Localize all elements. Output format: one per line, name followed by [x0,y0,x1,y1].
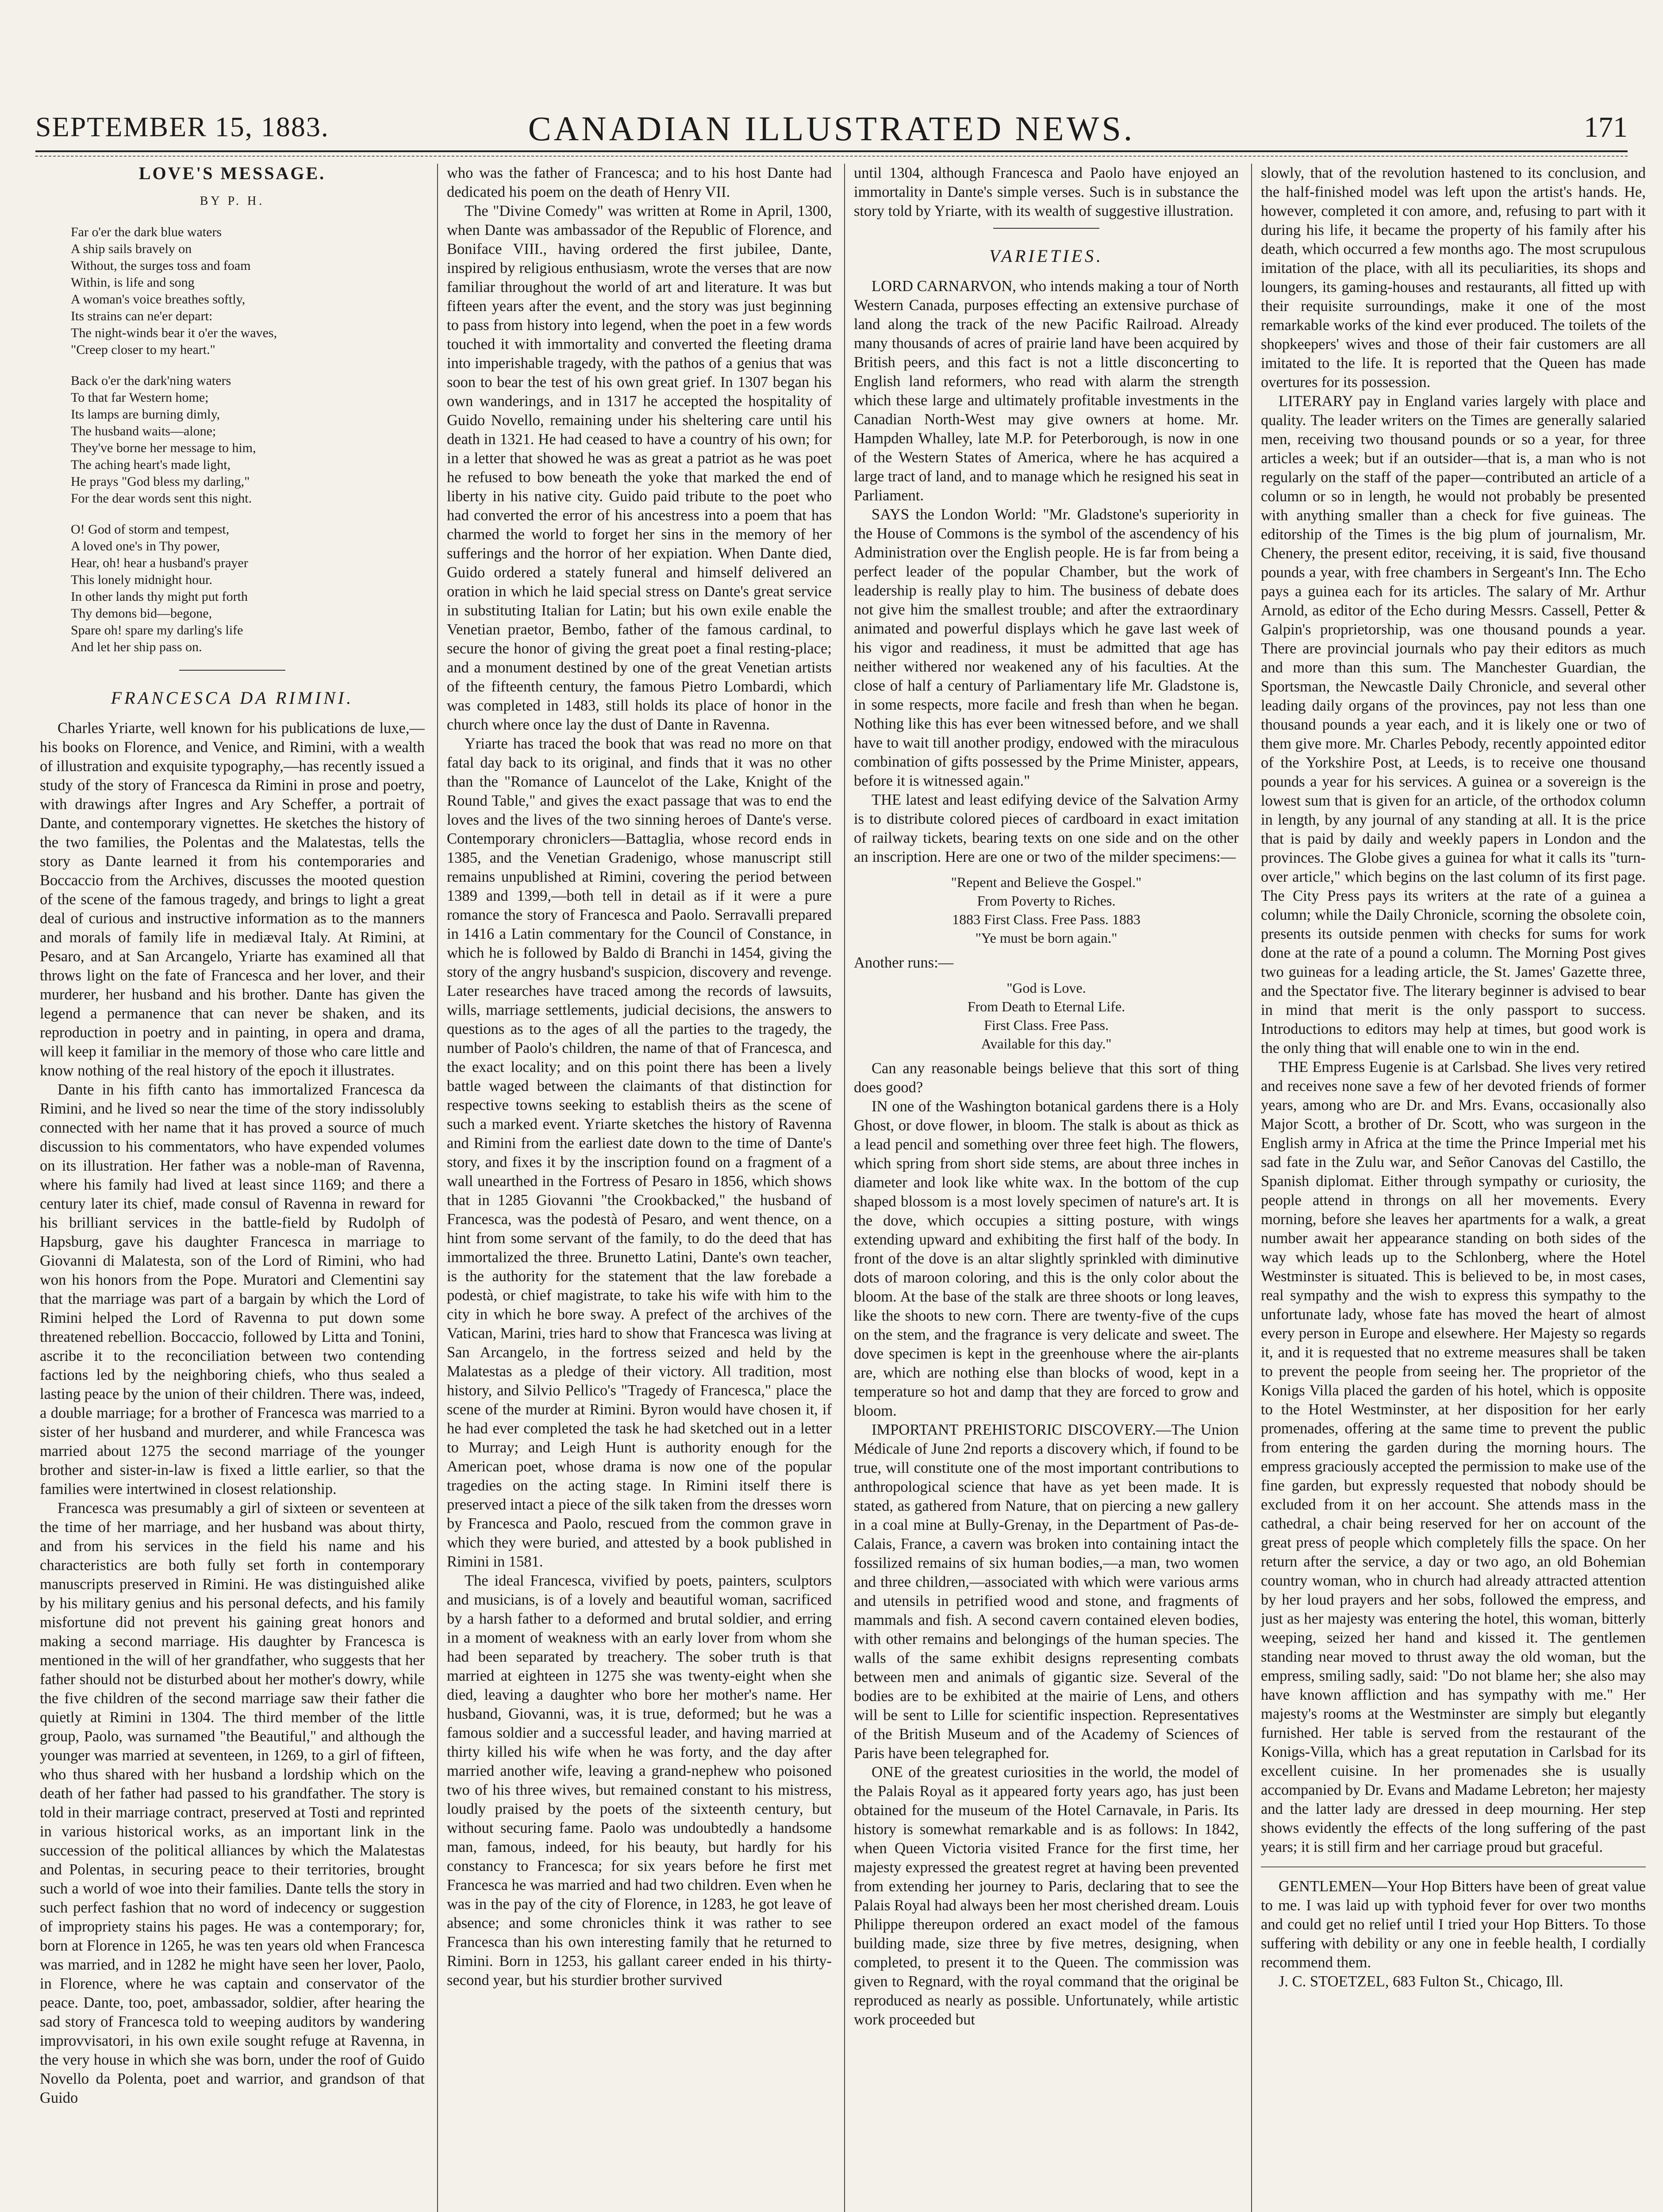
advertisement-text: GENTLEMEN—Your Hop Bitters have been of great value to me. I was laid up with typhoid fever for over two months and could get no relief until I tried your Hop Bitters. To those suffering with debility or any one in feeble health, I cordially recommend them. [1261,1878,1646,1971]
article-paragraph: Francesca was presumably a girl of sixteen or seventeen at the time of her marriage, and her husband was about thirty, and from his services in the field his name and his characteristics are both fully set forth in contemporary manuscripts preserved in Rimini. He was distinguished alike by his military genius and his personal defects, and his family misfortune did not prevent his gaining great honors and making a second marriage. His daughter by Francesca is mentioned in the will of her grandfather, who suggests that her father should not be disturbed about her mother's dowry, while the five children of the second marriage saw their father die quietly at Rimini in 1304. The third member of the little group, Paolo, was surnamed "the Beautiful," and although the younger was married at seventeen, in 1269, to a girl of fifteen, who thus shared with her husband a lordship which on the death of her father had passed to his grandfather. The story is told in their marriage contract, preserved at Tosti and reprinted in various historical works, as an important link in the succession of the political alliances by which the Malatestas and Polentas, in securing peace to their territories, brought such a world of woe into their families. Dante tells the story in such perfect fashion that no word of indecency or suggestion of impropriety stains his pages. He was a contemporary; for, born at Florence in 1265, he was ten years old when Francesca was married, and in 1282 he might have seen her lover, Paolo, in Florence, where he was captain and conservator of the peace. Dante, too, poet, ambassador, soldier, after hearing the sad story of Francesca told to weeping auditors by wandering improvvisatori, in his own exile sought refuge at Ravenna, in the very house in which she was born, under the roof of Guido Novello da Polenta, poet and warrior, and grandson of that Guido [40,1500,425,2106]
article-paragraph: The "Divine Comedy" was written at Rome in April, 1300, when Dante was ambassador of the Republic of Florence, and Boniface VIII., having ordered the first jubilee, Dante, inspired by religious enthusiasm, wrote the verses that are now familiar throughout the world of art and literature. It was but fifteen years after the event, and the story was just beginning to pass from history into legend, when the poet in a few words touched it with immortality and converted the fleeting drama into imperishable tragedy, with the pathos of a genius that was soon to bear the test of his own great grief. In 1307 began his own wanderings, and in 1317 he accepted the hospitality of Guido Novello, remaining under his sheltering care until his death in 1321. He had ceased to have a country of his own; for in a letter that showed he was as great a patriot as he was poet he refused to bow beneath the yoke that marked the end of liberty in his native city. Guido paid tribute to the poet who had converted the error of his ancestress into a poem that has charmed the world to forget her sins in the memory of her sufferings and the horror of her expiation. When Dante died, Guido ordered a stately funeral and himself delivered an oration in which he laid special stress on Dante's great service in substituting Italian for Latin; but his own exile enable the Venetian praetor, Bembo, father of the famous cardinal, to secure the honor of giving the great poet a final resting-place; and a monument destined by one of the great Venetian artists of the fifteenth century, the famous Pietro Lombardi, which was completed in 1483, still holds its place of honor in the church where once lay the dust of Dante in Ravenna. [447,203,832,733]
article-paragraph: Yriarte has traced the book that was read no more on that fatal day back to its original, and finds that it was no other than the "Romance of Launcelot of the Lake, Knight of the Round Table," and gives the exact passage that was to end the loves and the lives of the two sinning heroes of Dante's verse. Contemporary chroniclers—Battaglia, whose record ends in 1385, and the Venetian Gradenigo, whose manuscript still remains unpublished at Rimini, covering the period between 1389 and 1399,—both tell in detail as if it were a pure romance the story of Francesca and Paolo. Serravalli prepared in 1416 a Latin commentary for the Council of Constance, in which he is followed by Baldo di Branchi in 1454, giving the story of the angry husband's suspicion, discovery and revenge. Later researches have traced among the records of lawsuits, wills, marriage settlements, judicial decisions, the answers to questions as to the ages of all the parties to the tragedy, the number of Paolo's children, the name of that of Francesca, and the exact locality; and on this point there has been a lively battle waged between the claimants of that distinction for respective towns seeking to establish theirs as the scene of such a marked event. Yriarte sketches the history of Ravenna and Rimini from the earliest date down to the time of Dante's story, and fixes it by the inscription found on a fragment of a wall unearthed in the Fortress of Pesaro in 1856, which shows that in 1285 Giovanni "the Crookbacked," the husband of Francesca, was the podestà of Pesaro, and went thence, on a hint from some servant of the family, to do the deed that has immortalized the three. Brunetto Latini, Dante's own teacher, is the authority for the statement that the law forebade a podestà, or chief magistrate, to take his wife with him to the city in which he bore sway. A prefect of the archives of the Vatican, Marini, tries hard to show that Francesca was living at San Arcangelo, in the fortress seized and held by the Malatestas as a pledge of their victory. All tradition, most history, and Silvio Pellico's "Tragedy of Francesca," place the scene of the murder at Rimini. Byron would have chosen it, if he had ever completed the task he had sketched out in a letter to Murray; and Leigh Hunt is authority enough for the American poet, whose drama is now one of the popular tragedies on the acting stage. In Rimini itself there is preserved intact a piece of the silk taken from the dresses worn by Francesca and Paolo, rescued from the common grave in which they were buried, and attested by a book published in Rimini in 1581. [447,735,832,1570]
poem-byline: BY P. H. [200,194,265,208]
article-paragraph: Charles Yriarte, well known for his publications de luxe,—his books on Florence, and Venice, and Rimini, with a wealth of illustration and exquisite typography,—has recently issued a study of the story of Francesca da Rimini in prose and poetry, with drawings after Ingres and Ary Scheffer, a portrait of Dante, and contemporary vignettes. He sketches the history of the two families, the Polentas and the Malatestas, tells the story as Dante learned it from his contemporaries and Boccaccio from the Archives, discusses the mooted question of the scene of the famous tragedy, and brings to light a great deal of curious and instructive information as to the manners and morals of family life in mediæval Italy. At Rimini, at Pesaro, and at San Arcangelo, Yriarte has examined all that throws light on the fate of Francesca and her lover, and their murderer, her husband and his brother. Dante has given the legend a permanence that can never be shaken, and its reproduction in poetry and in painting, in opera and drama, will keep it familiar in the memory of those who care little and know nothing of the real history of the epoch it illustrates. [40,720,425,1079]
poem-title: LOVE'S MESSAGE. [138,164,326,183]
column-divider [437,164,438,2212]
page-number: 171 [1584,111,1628,143]
article-paragraph: SAYS the London World: "Mr. Gladstone's superiority in the House of Commons is the symbol of the ascendency of his Administration over the English people. He is far from being a perfect leader of the popular Chamber, but the work of leadership is really play to him. The business of debate does not give him the smallest trouble; and after the extraordinary animated and powerful displays which he gave last week of his vigor and readiness, it must be admitted that age has neither withered nor weakened any of his faculties. At the close of half a century of Parliamentary life Mr. Gladstone is, in some respects, more facile and fresh than when he began. Nothing like this has ever been witnessed before, and we shall have to wait till another prodigy, endowed with the miraculous combination of gifts possessed by the Prime Minister, appears, before it is witnessed again." [854,506,1239,789]
ticket-specimen: "Repent and Believe the Gospel." From Poverty to Riches. 1883 First Class. Free Pass. 1883 "Ye must be born again." [951,874,1142,946]
poem-stanza: Far o'er the dark blue waters A ship sails bravely on Without, the surges toss and foam Within, is life and song A woman's voice breathes softly, Its strains can ne'er depart: The night-winds bear it o'er the waves, "Creep closer to my heart." [71,225,277,357]
article-paragraph: THE Empress Eugenie is at Carlsbad. She lives very retired and receives none save a few of her devoted friends of former years, among who are Dr. and Mrs. Evans, occasionally also Major Scott, a brother of Dr. Scott, who was surgeon in the English army in Africa at the time the Prince Imperial met his sad fate in the Zulu war, and Señor Canovas del Castillo, the Spanish diplomat. Either through sympathy or curiosity, the people attend in throngs on all her movements. Every morning, before she leaves her apartments for a walk, a great number await her appearance standing on both sides of the way which leads up to the Schlonberg, where the Hotel Westminster is situated. This is believed to be, in most cases, real sympathy and the wish to express this sympathy to the unfortunate lady, whose fate has moved the heart of almost every person in Europe and elsewhere. Her Majesty so regards it, and it is requested that no extreme measures shall be taken to prevent the people from seeing her. The proprietor of the Konigs Villa placed the garden of his hotel, which is opposite to the Hotel Westminster, at her disposition for her early promenades, offering at the same time to prevent the public from entering the garden during the morning hours. The empress graciously accepted the permission to make use of the fine garden, but expressly requested that nobody should be excluded from it on her account. She attends mass in the cathedral, a chair being reserved for her on account of the great press of people which completely fills the space. On her return after the service, a day or two ago, an old Bohemian country woman, who in church had already attracted attention by her loud prayers and her sobs, followed the empress, and just as her majesty was entering the hotel, this woman, bitterly weeping, seized her hand and kissed it. The gentlemen standing near moved to thrust away the old woman, but the empress, smiling sadly, said: "Do not blame her; she also may have known affliction and has sympathy with me." Her majesty's rooms at the Westminster are simply but elegantly furnished. Her table is served from the restaurant of the Konigs-Villa, which has a great reputation in Carlsbad for its excellent cuisine. In her promenades she is usually accompanied by Dr. Evans and Madame Lebreton; her majesty and the latter lady are dressed in deep mourning. Her step shows evidently the effects of the long suffering of the past years; it is still firm and her carriage proud but graceful. [1261,1059,1646,1855]
section-rule [179,670,285,671]
newspaper-title: CANADIAN ILLUSTRATED NEWS. [528,109,1135,148]
article-paragraph: THE latest and least edifying device of the Salvation Army is to distribute colored pieces of cardboard in exact imitation of railway tickets, bearing texts on one side and on the other an inscription. Here are one or two of the milder specimens:— [854,791,1239,865]
column-1 [40,164,425,2212]
poem-stanza: Back o'er the dark'ning waters To that far Western home; Its lamps are burning dimly, The husband waits—alone; They've borne her message to him, The aching heart's made light, He prays "God bless my darling," For the dear words sent this night. [71,373,256,506]
header-dashed-rule [35,156,1628,157]
section-rule [1261,1866,1646,1867]
poem-stanza: O! God of storm and tempest, A loved one's in Thy power, Hear, oh! hear a husband's prayer This lonely midnight hour. In other lands thy might put forth Thy demons bid—begone, Spare oh! spare my darling's life And let her ship pass on. [71,522,248,654]
column-3 [854,164,1239,2212]
column-4 [1261,164,1646,2212]
column-divider [1251,164,1252,2212]
section-title: VARIETIES. [989,246,1104,266]
article-paragraph: LITERARY pay in England varies largely with place and quality. The leader writers on the Times are generally salaried men, receiving two thousand pounds or so a year, for three articles a week; but if an outsider—that is, a man who is not regularly on the staff of the paper—contributed an article of a column or so in length, he would not probably be presented with anything smaller than a check for five guineas. The editorship of the Times is the big plum of journalism, Mr. Chenery, the present editor, receiving, it is said, five thousand pounds a year, with free chambers in Sergeant's Inn. The Echo pays a guinea each for its articles. The salary of Mr. Arthur Arnold, as editor of the Echo during Messrs. Cassell, Petter & Galpin's proprietorship, was one thousand pounds a year. There are provincial journals who pay their editors as much and more than this sum. The Manchester Guardian, the Sportsman, the Newcastle Daily Chronicle, and several other leading daily organs of the provinces, pay not less than one thousand pounds a year each, and it is likely one or two of them give more. Mr. Charles Pebody, recently appointed editor of the Yorkshire Post, at Leeds, is to receive one thousand pounds a year for his services. A guinea or a sovereign is the lowest sum that is given for an article, of the orthodox column in length, by any journal of any standing at all. It is the price that is paid by daily and weekly papers in London and the provinces. The Globe gives a guinea for what it calls its "turn-over article," which begins on the last column of its first page. The City Press pays its writers at the rate of a guinea a column; while the Daily Chronicle, scorning the obsolete coin, presents its outside penmen with checks for sums for work done at the rate of a pound a column. The Morning Post gives two guineas for a leading article, the St. James' Gazette three, and the Spectator five. The literary beginner is advised to bear in mind that merit is the only passport to success. Introductions to editors may help at times, but good work is the only thing that will enable one to win in the end. [1261,393,1646,1056]
header-rule [35,150,1628,152]
article-paragraph: The ideal Francesca, vivified by poets, painters, sculptors and musicians, is of a lovely and beautiful woman, sacrificed by a harsh father to a deformed and brutal soldier, and erring in a moment of weakness with an early lover from whom she had been separated by treachery. The sober truth is that married at eighteen in 1275 she was twenty-eight when she died, leaving a daughter who bore her mother's name. Her husband, Giovanni, was, it is true, deformed; but he was a famous soldier and a successful leader, and having married at thirty killed his wife when he was forty, and the day after married another wife, leaving a grand-nephew who poisoned two of his three wives, but remained constant to his mistress, loudly praised by the poets of the sixteenth century, but without securing fame. Paolo was undoubtedly a handsome man, famous, indeed, for his beauty, but hardly for his constancy to Francesca; for six years before he first met Francesca he was married and had two children. Even when he was in the pay of the city of Florence, in 1283, he got leave of absence; and some chronicles think it was rather to see Francesca than his own interesting family that he returned to Rimini. Born in 1253, his gallant career ended in his thirty-second year, but his sturdier brother survived [447,1572,832,1989]
advertisement-signature: J. C. STOETZEL, 683 Fulton St., Chicago, Ill. [1279,1973,1563,1990]
article-paragraph: slowly, that of the revolution hastened to its conclusion, and the half-finished model was left upon the artist's hands. He, however, completed it con amore, and, refusing to part with it during his life, it became the property of his family after his death, which occurred a few months ago. The most scrupulous imitation of the place, with all its peculiarities, its shops and loungers, its gaming-houses and restaurants, all fitted up with their requisite surroundings, make it one of the most remarkable works of the kind ever produced. The toilets of the shopkeepers' wives and those of their fair customers are all imitated to the life. It is reported that the Queen has made overtures for its possession. [1261,165,1646,391]
page-header [35,111,1628,150]
column-2 [447,164,832,2212]
column-divider [844,164,845,2212]
article-paragraph: ONE of the greatest curiosities in the world, the model of the Palais Royal as it appeared forty years ago, has just been obtained for the museum of the Hotel Carnavale, in Paris. Its history is somewhat remarkable and is as follows: In 1842, when Queen Victoria visited France for the first time, her majesty expressed the greatest regret at having been prevented from extending her journey to Paris, declaring that to see the Palais Royal had always been her most cherished dream. Louis Philippe thereupon ordered an exact model of the famous building made, size three by five metres, designing, when completed, to present it to the Queen. The commission was given to Regnard, with the royal command that the original be reproduced as nearly as possible. Unfortunately, while artistic work proceeded but [854,1764,1239,2028]
ticket-specimen: "God is Love. From Death to Eternal Life. First Class. Free Pass. Available for this day." [967,980,1125,1052]
section-rule [993,228,1099,229]
article-paragraph: who was the father of Francesca; and to his host Dante had dedicated his poem on the death of Henry VII. [447,165,832,200]
article-paragraph: until 1304, although Francesca and Paolo have enjoyed an immortality in Dante's simple verses. Such is in substance the story told by Yriarte, with its wealth of suggestive illustration. [854,165,1239,219]
article-paragraph: Dante in his fifth canto has immortalized Francesca da Rimini, and he lived so near the time of the story indissolubly connected with her name that it has proved a source of much discussion to his commentators, who have expended volumes on its illustration. Her father was a noble-man of Ravenna, where his family had lived at least since 1169; and there a century later its chief, made consul of Ravenna in reward for his brilliant services in the battle-field by Rudolph of Hapsburg, gave his daughter Francesca in marriage to Giovanni di Malatesta, son of the Lord of Rimini, who had won his honors from the Pope. Muratori and Clementini say that the marriage was part of a bargain by which the Lord of Rimini helped the Lord of Ravenna to put down some threatened rebellion. Boccaccio, followed by Litta and Tonini, ascribe it to the reconciliation between two contending factions led by the neighboring chiefs, who thus sealed a lasting peace by the union of their children. There was, indeed, a double marriage; for a brother of Francesca was married to a sister of her husband and murderer, and while Francesca was married about 1275 the second marriage of the younger brother and sister-in-law is fixed a little earlier, so that the families were intertwined in closest relationship. [40,1081,425,1498]
article-paragraph: Can any reasonable beings believe that this sort of thing does good? [854,1060,1239,1096]
article-paragraph: Another runs:— [854,954,954,971]
article-paragraph: LORD CARNARVON, who intends making a tour of North Western Canada, purposes effecting an extensive purchase of land along the track of the new Pacific Railroad. Already many thousands of acres of prairie land have been acquired by British peers, and this fact is not a little disconcerting to English land reformers, who read with alarm the strength which these large and ultimately profitable investments in the Canadian North-West may give owners at home. Mr. Hampden Whalley, late M.P. for Peterborough, is now in one of the Western States of America, where he has acquired a large tract of land, and to manage which he resigned his seat in Parliament. [854,278,1239,504]
article-paragraph: IMPORTANT PREHISTORIC DISCOVERY.—The Union Médicale of June 2nd reports a discovery which, if found to be true, will constitute one of the most important contributions to anthropological science that have as yet been made. It is stated, as gathered from Nature, that on piercing a new gallery in a coal mine at Bully-Grenay, in the Department of Pas-de-Calais, France, a cavern was broken into containing intact the fossilized remains of six human bodies,—a man, two women and three children,—associated with which were various arms and utensils in petrified wood and stone, and fragments of mammals and fish. A second cavern contained eleven bodies, with other remains and belongings of the human species. The walls of the same exhibit designs representing combats between men and animals of gigantic size. Several of the bodies are to be exhibited at the mairie of Lens, and others will be sent to Lille for scientific inspection. Representatives of the British Museum and of the Academy of Sciences of Paris have been telegraphed for. [854,1421,1239,1762]
article-paragraph: IN one of the Washington botanical gardens there is a Holy Ghost, or dove flower, in bloom. The stalk is about as thick as a lead pencil and something over three feet high. The flowers, which spring from short side stems, are about three inches in diameter and look like white wax. In the bottom of the cup shaped blossom is a most lovely specimen of nature's art. It is the dove, which occupies a sitting posture, with wings extending upward and exhibiting the first half of the body. In front of the dove is an altar slightly sprinkled with diminutive dots of maroon coloring, and this is the only color about the bloom. At the base of the stalk are three shoots or long leaves, like the shoots to new corn. There are twenty-five of the cups on the stem, and the fragrance is very delicate and sweet. The dove specimen is kept in the greenhouse where the air-plants are, which are nothing else than blocks of wood, kept in a temperature so hot and damp that they are forced to grow and bloom. [854,1098,1239,1419]
issue-date: SEPTEMBER 15, 1883. [35,111,329,142]
article-title: FRANCESCA DA RIMINI. [111,688,354,708]
